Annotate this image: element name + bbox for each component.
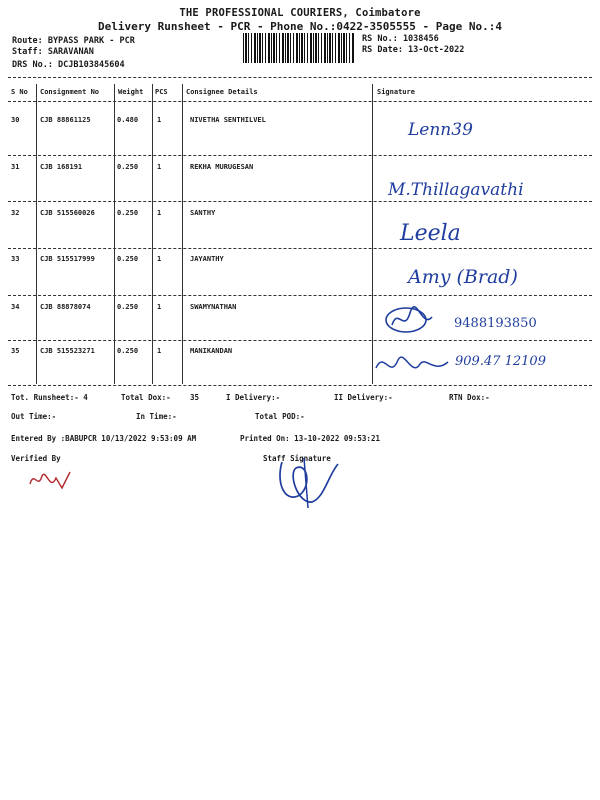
- cell-consignee: JAYANTHY: [190, 255, 224, 263]
- col-header-signature: Signature: [377, 88, 415, 96]
- cell-weight: 0.250: [117, 163, 139, 171]
- column-rule: [182, 84, 183, 384]
- cell-sno: 30: [11, 116, 20, 124]
- cell-weight: 0.480: [117, 116, 139, 124]
- cell-pcs: 1: [157, 209, 162, 217]
- row-divider: [8, 201, 592, 202]
- verified-by-label: Verified By: [11, 454, 61, 463]
- row-divider: [8, 295, 592, 296]
- column-rule: [372, 84, 373, 384]
- cell-weight: 0.250: [117, 303, 139, 311]
- barcode: [243, 33, 355, 63]
- row-divider: [8, 248, 592, 249]
- drs-number: DRS No.: DCJB103845604: [12, 60, 125, 70]
- col-header-consignee: Consignee Details: [186, 88, 258, 96]
- route-label: Route: BYPASS PARK - PCR: [12, 36, 135, 46]
- staff-label: Staff: SARAVANAN: [12, 47, 94, 57]
- cell-sno: 34: [11, 303, 20, 311]
- rs-number: RS No.: 1038456: [362, 34, 439, 44]
- staff-signature-scribble: [268, 452, 346, 514]
- column-rule: [114, 84, 115, 384]
- rtn-dox: RTN Dox:-: [449, 393, 490, 402]
- cell-consignment: CJB 88878074: [40, 303, 91, 311]
- cell-pcs: 1: [157, 255, 162, 263]
- cell-weight: 0.250: [117, 347, 139, 355]
- staff-signature-label: Staff Signature: [263, 454, 331, 463]
- cell-consignee: MANIKANDAN: [190, 347, 233, 355]
- total-pod: Total POD:-: [255, 412, 305, 421]
- cell-pcs: 1: [157, 163, 162, 171]
- total-dox-label: Total Dox:-: [121, 393, 171, 402]
- cell-consignment: CJB 168191: [40, 163, 83, 171]
- signature-handwritten: 909.47 12109: [455, 354, 546, 369]
- row-divider: [8, 340, 592, 341]
- cell-pcs: 1: [157, 347, 162, 355]
- signature-scribble: [372, 348, 452, 382]
- signature-handwritten: Leela: [400, 221, 461, 246]
- cell-consignment: CJB 515517999: [40, 255, 95, 263]
- ii-delivery: II Delivery:-: [334, 393, 393, 402]
- col-header-sno: S No: [11, 88, 28, 96]
- total-dox-value: 35: [190, 393, 200, 402]
- col-header-weight: Weight: [118, 88, 144, 96]
- cell-pcs: 1: [157, 303, 162, 311]
- entered-by: Entered By :BABUPCR 10/13/2022 9:53:09 AM: [11, 434, 197, 443]
- column-rule: [152, 84, 153, 384]
- in-time: In Time:-: [136, 412, 177, 421]
- signature-handwritten: Amy (Brad): [408, 266, 518, 288]
- out-time: Out Time:-: [11, 412, 57, 421]
- signature-handwritten: Lenn39: [408, 120, 473, 140]
- row-divider: [8, 385, 592, 386]
- i-delivery: I Delivery:-: [226, 393, 281, 402]
- signature-handwritten: M.Thillagavathi: [388, 180, 524, 200]
- cell-consignee: REKHA MURUGESAN: [190, 163, 254, 171]
- cell-consignment: CJB 88861125: [40, 116, 91, 124]
- cell-sno: 32: [11, 209, 20, 217]
- printed-on: Printed On: 13-10-2022 09:53:21: [240, 434, 380, 443]
- cell-weight: 0.250: [117, 255, 139, 263]
- cell-consignment: CJB 515523271: [40, 347, 95, 355]
- rs-date: RS Date: 13-Oct-2022: [362, 45, 465, 55]
- col-header-consignment: Consignment No: [40, 88, 100, 96]
- cell-consignment: CJB 515560026: [40, 209, 95, 217]
- cell-sno: 35: [11, 347, 20, 355]
- verified-signature-scribble: [26, 466, 74, 494]
- cell-pcs: 1: [157, 116, 162, 124]
- signature-phone: 9488193850: [454, 316, 537, 331]
- runsheet-subtitle: Delivery Runsheet - PCR - Phone No.:0422-3505555 - Page No.:4: [98, 20, 502, 33]
- divider: [8, 77, 592, 78]
- signature-scribble: [382, 303, 438, 337]
- cell-sno: 33: [11, 255, 20, 263]
- column-rule: [36, 84, 37, 384]
- divider: [8, 101, 592, 102]
- cell-sno: 31: [11, 163, 20, 171]
- cell-weight: 0.250: [117, 209, 139, 217]
- total-runsheet: Tot. Runsheet:- 4: [11, 393, 88, 402]
- cell-consignee: SWAMYNATHAN: [190, 303, 237, 311]
- row-divider: [8, 155, 592, 156]
- company-title: THE PROFESSIONAL COURIERS, Coimbatore: [179, 7, 421, 19]
- cell-consignee: SANTHY: [190, 209, 216, 217]
- col-header-pcs: PCS: [155, 88, 168, 96]
- cell-consignee: NIVETHA SENTHILVEL: [190, 116, 266, 124]
